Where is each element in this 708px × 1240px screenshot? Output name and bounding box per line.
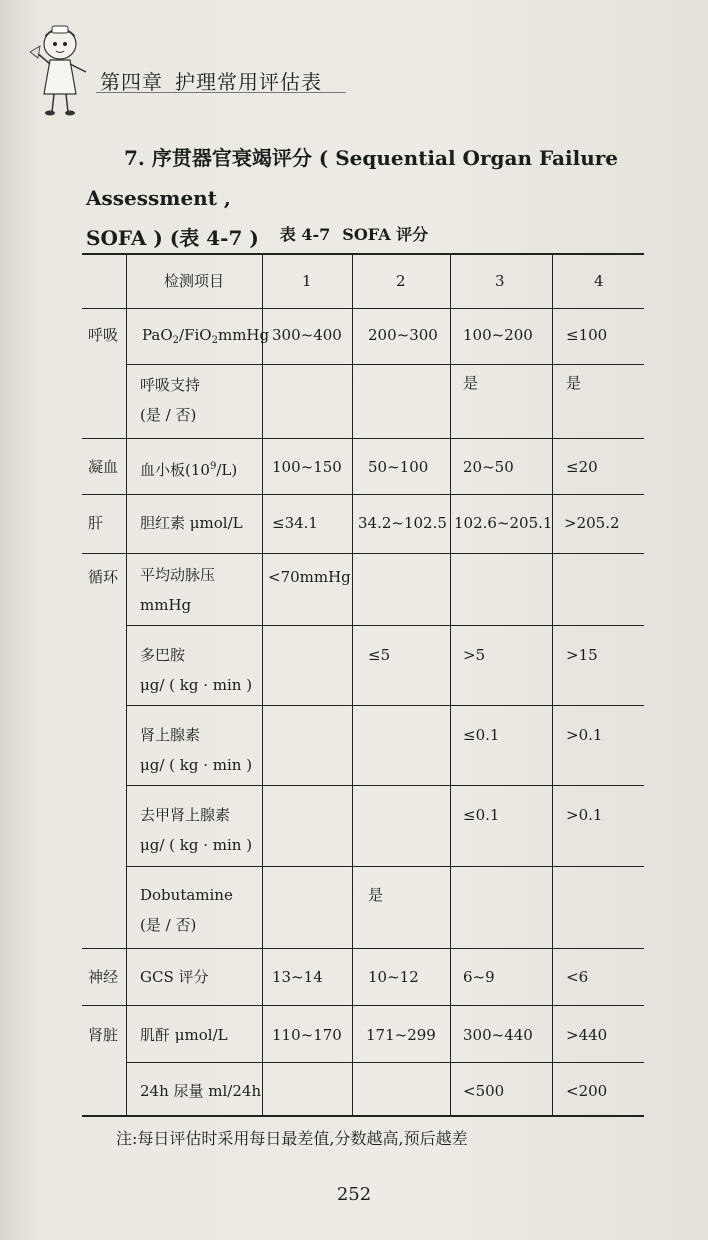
table-caption (0, 222, 708, 245)
system-renal: 肾脏 (88, 1026, 119, 1044)
chapter-header (100, 66, 334, 95)
row-gcs-score-2: 10~12 (368, 968, 419, 986)
column-divider (262, 253, 263, 1115)
table-caption-number: 表 4-7 (279, 225, 331, 244)
row-pao2-label: PaO$_2$/FiO$_2$mmHg (142, 326, 270, 346)
row-urine-label: 24h 尿量 ml/24h (140, 1082, 262, 1100)
row-norepinephrine-label: 去甲肾上腺素 μg/ ( kg · min ) (140, 806, 253, 854)
row-divider (126, 625, 644, 626)
row-divider (82, 494, 644, 495)
column-divider (352, 253, 353, 1115)
row-bilirubin-score-4: >205.2 (564, 514, 620, 532)
system-liver: 肝 (88, 514, 104, 532)
row-bilirubin-score-2: 34.2~102.5 (358, 514, 447, 532)
row-pao2-score-3: 100~200 (463, 326, 533, 344)
row-divider (82, 948, 644, 949)
row-gcs-label: GCS 评分 (140, 968, 209, 986)
row-divider (126, 364, 644, 365)
chapter-number: 第四章 (100, 70, 163, 94)
table-top-rule (82, 253, 644, 255)
system-respiratory: 呼吸 (88, 326, 119, 344)
row-divider (82, 553, 644, 554)
row-platelet-score-3: 20~50 (463, 458, 514, 476)
table-header-rule (82, 308, 644, 309)
row-creatinine-score-4: >440 (566, 1026, 608, 1044)
table-caption-title: SOFA 评分 (342, 225, 429, 244)
row-epinephrine-label: 肾上腺素 μg/ ( kg · min ) (140, 726, 253, 774)
header-score-2: 2 (396, 272, 406, 290)
row-dobutamine-label: Dobutamine (是 / 否) (140, 886, 233, 934)
row-dopamine-score-2: ≤5 (368, 646, 391, 664)
row-platelet-score-4: ≤20 (566, 458, 598, 476)
row-creatinine-label: 肌酐 μmol/L (140, 1026, 228, 1044)
row-divider (126, 866, 644, 867)
header-rule (96, 92, 346, 93)
header-score-3: 3 (495, 272, 505, 290)
row-urine-score-3: <500 (463, 1082, 505, 1100)
row-platelet-score-1: 100~150 (272, 458, 342, 476)
row-creatinine-score-3: 300~440 (463, 1026, 533, 1044)
row-pao2-score-1: 300~400 (272, 326, 342, 344)
row-pao2-score-2: 200~300 (368, 326, 438, 344)
row-dopamine-score-3: >5 (463, 646, 486, 664)
row-dobutamine-score-2: 是 (368, 886, 384, 904)
row-gcs-score-3: 6~9 (463, 968, 495, 986)
page-number: 252 (336, 1184, 372, 1205)
column-divider (552, 253, 553, 1115)
row-divider (82, 438, 644, 439)
section-heading-line1: 7. 序贯器官衰竭评分 ( Sequential Organ Failure Assessment , (86, 146, 619, 210)
row-bilirubin-label: 胆红素 μmol/L (140, 514, 243, 532)
row-platelet-score-2: 50~100 (368, 458, 429, 476)
row-norepinephrine-score-4: >0.1 (566, 806, 603, 824)
row-resp-support-score-3: 是 (463, 374, 479, 392)
system-circulation: 循环 (88, 568, 119, 586)
row-gcs-score-1: 13~14 (272, 968, 323, 986)
table-bottom-rule (82, 1115, 644, 1117)
row-dopamine-label: 多巴胺 μg/ ( kg · min ) (140, 646, 253, 694)
row-gcs-score-4: <6 (566, 968, 589, 986)
row-creatinine-score-2: 171~299 (366, 1026, 436, 1044)
row-epinephrine-score-3: ≤0.1 (463, 726, 500, 744)
row-divider (126, 1062, 644, 1063)
row-creatinine-score-1: 110~170 (272, 1026, 342, 1044)
system-neuro: 神经 (88, 968, 119, 986)
row-resp-support-label: 呼吸支持 (是 / 否) (140, 376, 201, 424)
row-map-score-1: <70mmHg (268, 568, 351, 586)
row-divider (82, 1005, 644, 1006)
row-platelet-label: 血小板$(10^9/L)$ (140, 461, 238, 479)
row-bilirubin-score-3: 102.6~205.1 (454, 514, 553, 532)
row-divider (126, 705, 644, 706)
row-bilirubin-score-1: ≤34.1 (272, 514, 318, 532)
row-divider (126, 785, 644, 786)
row-dopamine-score-4: >15 (566, 646, 598, 664)
header-score-1: 1 (302, 272, 312, 290)
section-heading-line2: SOFA ) (表 4-7 ) (86, 226, 259, 250)
row-pao2-score-4: ≤100 (566, 326, 608, 344)
row-resp-support-score-4: 是 (566, 374, 582, 392)
system-coagulation: 凝血 (88, 458, 119, 476)
row-urine-score-4: <200 (566, 1082, 608, 1100)
header-score-4: 4 (594, 272, 604, 290)
row-norepinephrine-score-3: ≤0.1 (463, 806, 500, 824)
chapter-title: 护理常用评估表 (175, 70, 322, 94)
row-epinephrine-score-4: >0.1 (566, 726, 603, 744)
table-note: 注:每日评估时采用每日最差值,分数越高,预后越差 (116, 1129, 468, 1148)
header-item: 检测项目 (164, 272, 225, 290)
nurse-mascot-icon (30, 22, 92, 118)
row-map-label: 平均动脉压 mmHg (140, 566, 216, 614)
column-divider (450, 253, 451, 1115)
column-divider (126, 253, 127, 1115)
